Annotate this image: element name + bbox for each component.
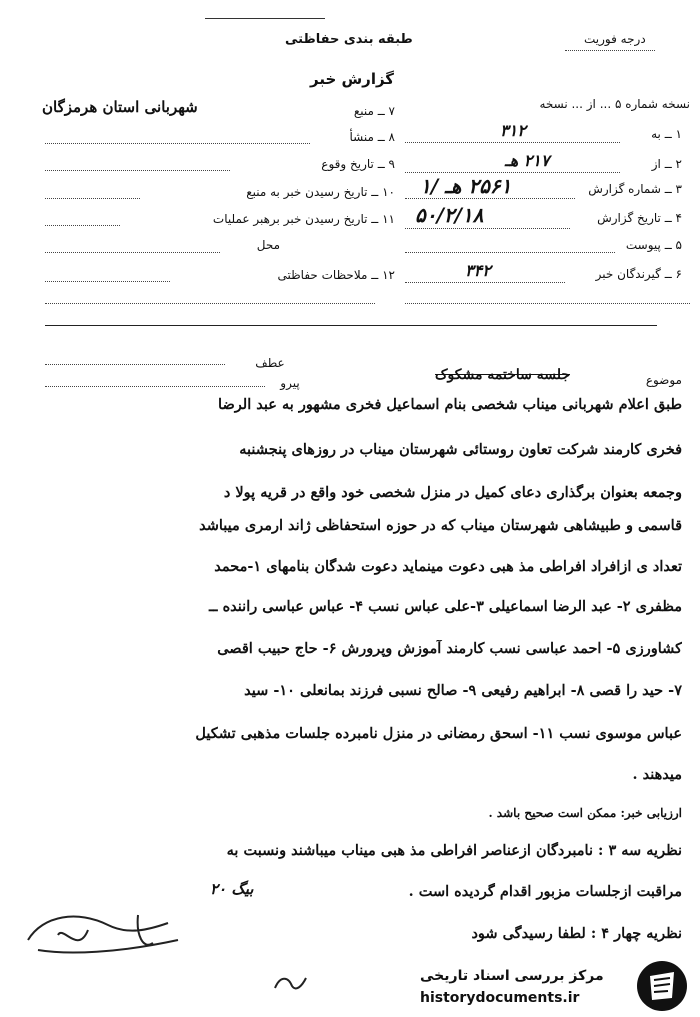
place-line [45, 252, 220, 253]
report-date-label: ۴ ــ تاریخ گزارش [597, 211, 682, 225]
source-value: شهربانی استان هرمزگان [42, 98, 198, 116]
reference-label: عطف [255, 356, 285, 370]
handwritten-fragment: بیگ ۲۰ [210, 880, 254, 898]
to-label: ۱ ــ به [651, 127, 682, 141]
security-notes-label: ۱۲ ــ ملاحظات حفاظتی [277, 268, 395, 282]
security-notes-line-2 [45, 303, 375, 304]
report-date-value: ۵۰/۲/۱۸ [415, 203, 484, 227]
receipt-date-line [45, 198, 140, 199]
recipients-label: ۶ ــ گیرندگان خبر [595, 267, 682, 281]
section-divider [45, 325, 657, 326]
from-line [405, 172, 620, 173]
subject-value: جلسه ساختمه مشکوک [435, 367, 570, 383]
signature-scribble [18, 895, 188, 970]
body-line: مظفری ۲- عبد الرضا اسماعیلی ۳-علی عباس نسب ۴- عباس عباسی راننده ــ [209, 598, 682, 615]
followup-line [45, 386, 265, 387]
priority-label: درجه فوریت [584, 32, 646, 46]
from-value: ۲۱۷ هـ [505, 151, 550, 170]
subject-label: موضوع [645, 373, 682, 387]
archive-logo-icon [634, 958, 690, 1014]
to-value: ۳۱۲ [500, 121, 526, 140]
body-line: فخری کارمند شرکت تعاون روستائی شهرستان میناب در روزهای پنجشنبه [239, 441, 682, 458]
origin-line [45, 143, 310, 144]
report-number-value: ۲۵۶۱ هـ /۱ [420, 174, 512, 198]
occurrence-date-line [45, 170, 230, 171]
watermark-site-name: مرکز بررسی اسناد تاریخی [420, 968, 604, 984]
followup-label: پیرو [280, 376, 300, 390]
third-office-opinion-cont: مراقبت ازجلسات مزبور اقدام گردیده است . [408, 883, 682, 900]
origin-label: ۸ ــ منشأ [349, 130, 395, 144]
body-line: تعداد ی ازافراد افراطی مذ هبی دعوت مینماید دعوت شدگان بنامهای ۱-محمد [214, 558, 682, 575]
recipients-line-2 [405, 303, 690, 304]
body-line: ۷- حید را قصی ۸- ابراهیم رفیعی ۹- صالح نسبی فرزند بمانعلی ۱۰- سید [244, 682, 682, 699]
body-line: قاسمی و طبیشاهی شهرستان میناب که در حوزه استحفاظی ژاند ارمری میباشد [199, 517, 682, 534]
receipt-date-label: ۱۰ ــ تاریخ رسیدن خبر به منبع [246, 185, 395, 199]
ops-receipt-line [45, 225, 120, 226]
header-stamp [205, 0, 325, 19]
priority-line [565, 50, 655, 51]
body-line: طبق اعلام شهربانی میناب شخصی بنام اسماعیل فخری مشهور به عبد الرضا [218, 396, 682, 413]
copy-number: نسخه شماره ۵ ... از ... نسخه [539, 97, 690, 111]
reference-line [45, 364, 225, 365]
watermark-url: historydocuments.ir [420, 990, 580, 1006]
place-label: محل [256, 238, 280, 252]
body-line: عباس موسوی نسب ۱۱- اسحق رمضانی در منزل نامبرده جلسات مذهبی تشکیل [195, 725, 682, 742]
fourth-office-opinion: نظریه چهار ۴ : لطفا رسیدگی شود [471, 925, 682, 942]
to-line [405, 142, 620, 143]
source-label: ۷ ــ منبع [353, 104, 395, 118]
recipients-value: ۳۴۲ [465, 261, 491, 280]
report-number-label: ۳ ــ شماره گزارش [588, 182, 682, 196]
assessment-line: ارزیابی خبر: ممکن است صحیح باشد . [488, 806, 682, 820]
classification-label: طبقه بندی حفاظتی [285, 32, 413, 47]
body-line: وجمعه بعنوان برگذاری دعای کمیل در منزل شخصی خود واقع در قریه پولا د [223, 484, 682, 501]
report-number-line [405, 198, 575, 199]
recipients-line [405, 282, 565, 283]
attachment-line [405, 252, 615, 253]
from-label: ۲ ــ از [651, 157, 682, 171]
security-notes-line [45, 281, 170, 282]
report-date-line [405, 228, 570, 229]
ops-receipt-label: ۱۱ ــ تاریخ رسیدن خبر برهبر عملیات [212, 212, 395, 226]
third-office-opinion: نظریه سه ۳ : نامبردگان ازعناصر افراطی مذ هبی میناب میباشند ونسبت به [226, 842, 682, 859]
report-title: گزارش خبر [310, 70, 395, 88]
occurrence-date-label: ۹ ــ تاریخ وقوع [321, 157, 395, 171]
body-line: میدهند . [632, 766, 682, 783]
small-initial-mark [270, 968, 310, 996]
body-line: کشاورزی ۵- احمد عباسی نسب کارمند آموزش وپرورش ۶- حاج حبیب اقصی [217, 640, 682, 657]
attachment-label: ۵ ــ پیوست [625, 238, 682, 252]
